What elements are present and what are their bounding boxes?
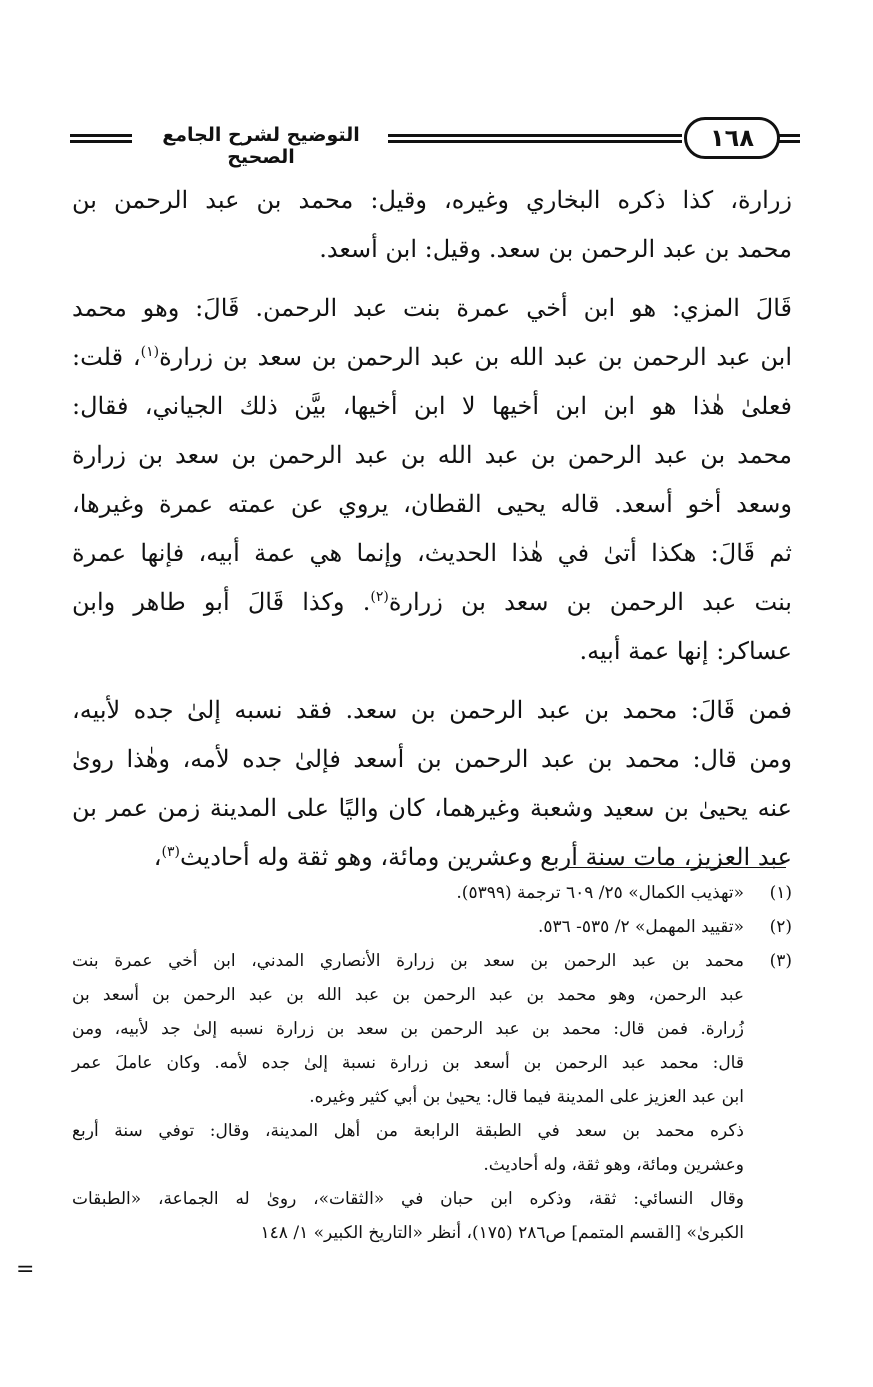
text-line	[72, 735, 792, 784]
paragraph-gap	[72, 676, 792, 686]
text-line	[72, 627, 792, 676]
footnote-line: ذكره محمد بن سعد في الطبقة الرابعة من أهل المدينة، وقال: توفي سنة أربع	[72, 1121, 744, 1141]
text-line-content: زرارة، كذا ذكره البخاري وغيره، وقيل: محمد بن عبد الرحمن بن	[72, 186, 792, 214]
text-line	[72, 284, 792, 333]
text-line	[72, 529, 792, 578]
header-rule-right	[778, 134, 800, 143]
text-line	[72, 431, 792, 480]
footnote-marker: (١)	[140, 344, 160, 360]
main-text	[72, 176, 792, 882]
footnote-line: محمد بن عبد الرحمن بن سعد بن زرارة الأنصاري المدني، ابن أخي عمرة بنت	[72, 951, 744, 971]
text-line	[72, 176, 792, 225]
text-line	[72, 333, 792, 382]
running-title: التوضيح لشرح الجامع الصحيح	[162, 124, 360, 168]
header-rule-left	[70, 134, 132, 143]
footnote	[72, 944, 792, 1250]
footnotes	[72, 876, 792, 1250]
text-line-content: ثم قَالَ: هكذا أتىٰ في هٰذا الحديث، وإنما هي عمة أبيه، فإنها عمرة	[72, 539, 792, 567]
footnote-line: ابن عبد العزيز على المدينة فيما قال: يحيىٰ بن أبي كثير وغيره.	[309, 1087, 744, 1107]
text-line-content: ابن عبد الرحمن بن عبد الله بن عبد الرحمن بن سعد بن زرارة	[159, 343, 793, 371]
footnote-line: وعشرين ومائة، وهو ثقة، وله أحاديث.	[483, 1155, 744, 1175]
footnote-line: عبد الرحمن، وهو محمد بن عبد الرحمن بن عبد الله بن عبد الرحمن بن أسعد بن	[72, 985, 744, 1005]
footnote-line: «تهذيب الكمال» ٢٥/ ٦٠٩ ترجمة (٥٣٩٩).	[456, 883, 744, 903]
text-line-content: عبد العزيز، مات سنة أربع وعشرين ومائة، وهو ثقة وله أحاديث	[179, 843, 792, 871]
text-line-content: محمد بن عبد الرحمن بن سعد. وقيل: ابن أسعد.	[319, 235, 792, 263]
footnote-number: (١)	[769, 883, 792, 903]
page-number: ١٦٨	[684, 117, 780, 159]
text-line-content: وسعد أخو أسعد. قاله يحيى القطان، يروي عن عمته عمرة وغيرها،	[72, 490, 792, 518]
paragraph-gap	[72, 274, 792, 284]
footnote-number: (٣)	[769, 951, 792, 971]
footnote-separator	[568, 867, 786, 868]
footnote-number: (٢)	[769, 917, 792, 937]
header-rule-middle	[388, 134, 682, 143]
text-line	[72, 578, 792, 627]
footnote-line: وقال النسائي: ثقة، وذكره ابن حبان في «الثقات»، روىٰ له الجماعة، «الطبقات	[72, 1189, 744, 1209]
text-line	[72, 382, 792, 431]
text-line-tail: ، قلت:	[72, 343, 141, 371]
footnote-text	[72, 944, 744, 1250]
continuation-mark: =	[16, 1257, 35, 1282]
text-line-tail: . وكذا قَالَ أبو طاهر وابن	[72, 588, 371, 616]
text-line-content: بنت عبد الرحمن بن سعد بن زرارة	[388, 588, 792, 616]
footnote-line: زُرارة. فمن قال: محمد بن عبد الرحمن بن سعد بن زرارة نسبه إلىٰ جد لأبيه، ومن	[72, 1019, 744, 1039]
text-line	[72, 833, 792, 882]
text-line-content: فعلىٰ هٰذا هو ابن ابن أخيها لا ابن أخيها، بيَّن ذلك الجياني، فقال:	[72, 392, 792, 420]
footnote	[72, 876, 792, 910]
text-line	[72, 480, 792, 529]
footnote-marker: (٢)	[370, 589, 389, 605]
text-line-content: فمن قَالَ: محمد بن عبد الرحمن بن سعد. فقد نسبه إلىٰ جده لأبيه،	[72, 696, 792, 724]
page-header	[70, 114, 800, 168]
footnote-marker: (٣)	[161, 844, 180, 860]
text-line-content: محمد بن عبد الرحمن بن عبد الله بن عبد الرحمن بن سعد بن زرارة	[72, 441, 792, 469]
text-line-content: قَالَ المزي: هو ابن أخي عمرة بنت عبد الرحمن. قَالَ: وهو محمد	[72, 294, 792, 322]
text-line-content: عساكر: إنها عمة أبيه.	[579, 637, 792, 665]
footnote	[72, 910, 792, 944]
text-line	[72, 225, 792, 274]
footnote-line: قال: محمد عبد الرحمن بن أسعد بن زرارة نسبة إلىٰ جده لأمه. وكان عاملَ عمر	[72, 1053, 744, 1073]
text-line-content: ومن قال: محمد بن عبد الرحمن بن أسعد فإلىٰ جده لأمه، وهٰذا روىٰ	[72, 745, 792, 773]
text-line	[72, 686, 792, 735]
text-line-tail: ،	[153, 843, 162, 871]
footnote-line: «تقييد المهمل» ٢/ ٥٣٥- ٥٣٦.	[537, 917, 744, 937]
text-line-content: عنه يحيىٰ بن سعيد وشعبة وغيرهما، كان واليًا على المدينة زمن عمر بن	[72, 794, 792, 822]
footnote-text	[72, 910, 744, 944]
footnote-text	[72, 876, 744, 910]
footnote-line: الكبرىٰ» [القسم المتمم] ص٢٨٦ (١٧٥)، أنظر «التاريخ الكبير» ١/ ١٤٨	[260, 1223, 744, 1243]
text-line	[72, 784, 792, 833]
